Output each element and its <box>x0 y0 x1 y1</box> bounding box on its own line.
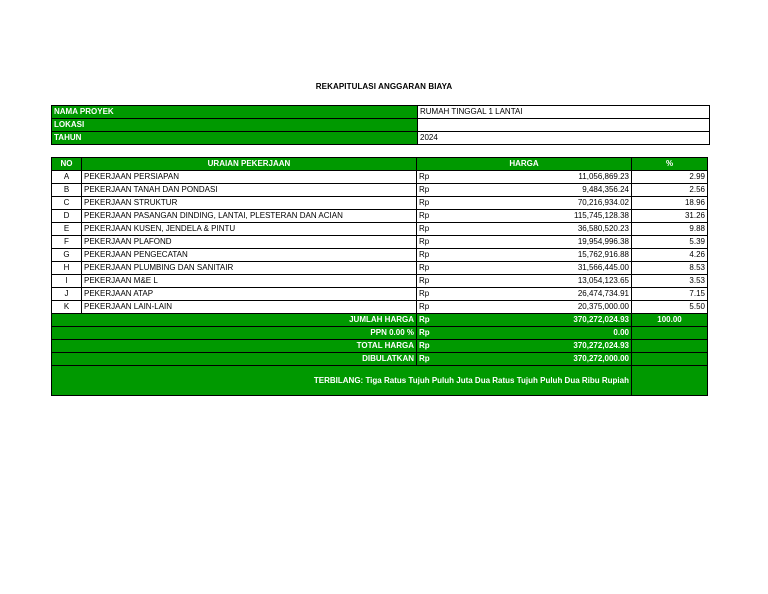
row-percent[interactable]: 18.96 <box>632 197 708 210</box>
row-percent[interactable]: 9.88 <box>632 223 708 236</box>
row-no[interactable]: E <box>52 223 82 236</box>
table-row <box>52 249 708 262</box>
budget-table <box>51 157 708 396</box>
summary-percent <box>632 353 708 366</box>
row-currency[interactable]: Rp <box>417 236 429 249</box>
row-percent[interactable]: 2.56 <box>632 184 708 197</box>
row-harga[interactable]: 11,056,869.23 <box>429 171 632 184</box>
project-info-table <box>51 105 710 145</box>
row-no[interactable]: C <box>52 197 82 210</box>
row-currency[interactable]: Rp <box>417 210 429 223</box>
row-uraian[interactable]: PEKERJAAN STRUKTUR <box>82 197 417 210</box>
row-harga[interactable]: 9,484,356.24 <box>429 184 632 197</box>
summary-label: DIBULATKAN <box>52 353 417 366</box>
summary-label: JUMLAH HARGA <box>52 314 417 327</box>
row-currency[interactable]: Rp <box>417 301 429 314</box>
row-uraian[interactable]: PEKERJAAN KUSEN, JENDELA & PINTU <box>82 223 417 236</box>
table-row <box>52 288 708 301</box>
row-uraian[interactable]: PEKERJAAN TANAH DAN PONDASI <box>82 184 417 197</box>
summary-label: TOTAL HARGA <box>52 340 417 353</box>
summary-label: PPN 0.00 % <box>52 327 417 340</box>
table-row <box>52 301 708 314</box>
table-row <box>52 223 708 236</box>
row-currency[interactable]: Rp <box>417 288 429 301</box>
info-label: LOKASI <box>52 119 418 132</box>
info-value[interactable] <box>418 119 710 132</box>
row-uraian[interactable]: PEKERJAAN PLUMBING DAN SANITAIR <box>82 262 417 275</box>
summary-value[interactable]: 370,272,000.00 <box>429 353 632 366</box>
row-harga[interactable]: 20,375,000.00 <box>429 301 632 314</box>
row-uraian[interactable]: PEKERJAAN M&E L <box>82 275 417 288</box>
summary-row <box>52 314 708 327</box>
summary-percent: 100.00 <box>632 314 708 327</box>
row-uraian[interactable]: PEKERJAAN ATAP <box>82 288 417 301</box>
row-currency[interactable]: Rp <box>417 223 429 236</box>
table-row <box>52 184 708 197</box>
row-uraian[interactable]: PEKERJAAN PERSIAPAN <box>82 171 417 184</box>
summary-percent <box>632 327 708 340</box>
row-currency[interactable]: Rp <box>417 171 429 184</box>
row-harga[interactable]: 115,745,128.38 <box>429 210 632 223</box>
row-percent[interactable]: 2.99 <box>632 171 708 184</box>
info-label: TAHUN <box>52 132 418 145</box>
row-harga[interactable]: 13,054,123.65 <box>429 275 632 288</box>
summary-currency: Rp <box>417 314 429 327</box>
row-percent[interactable]: 8.53 <box>632 262 708 275</box>
summary-currency: Rp <box>417 327 429 340</box>
info-label: NAMA PROYEK <box>52 106 418 119</box>
table-row <box>52 275 708 288</box>
row-uraian[interactable]: PEKERJAAN PASANGAN DINDING, LANTAI, PLESTERAN DAN ACIAN <box>82 210 417 223</box>
info-value[interactable]: 2024 <box>418 132 710 145</box>
table-row <box>52 171 708 184</box>
info-row <box>52 106 710 119</box>
row-harga[interactable]: 26,474,734.91 <box>429 288 632 301</box>
document-title: REKAPITULASI ANGGARAN BIAYA <box>315 82 453 91</box>
header-harga: HARGA <box>417 158 632 171</box>
row-uraian[interactable]: PEKERJAAN PLAFOND <box>82 236 417 249</box>
row-currency[interactable]: Rp <box>417 249 429 262</box>
row-no[interactable]: H <box>52 262 82 275</box>
summary-percent <box>632 340 708 353</box>
row-uraian[interactable]: PEKERJAAN LAIN-LAIN <box>82 301 417 314</box>
row-no[interactable]: K <box>52 301 82 314</box>
row-percent[interactable]: 5.50 <box>632 301 708 314</box>
row-no[interactable]: J <box>52 288 82 301</box>
row-harga[interactable]: 70,216,934.02 <box>429 197 632 210</box>
row-percent[interactable]: 4.26 <box>632 249 708 262</box>
row-percent[interactable]: 7.15 <box>632 288 708 301</box>
row-no[interactable]: B <box>52 184 82 197</box>
row-no[interactable]: G <box>52 249 82 262</box>
header-uraian: URAIAN PEKERJAAN <box>82 158 417 171</box>
summary-value[interactable]: 0.00 <box>429 327 632 340</box>
info-row <box>52 119 710 132</box>
summary-value[interactable]: 370,272,024.93 <box>429 340 632 353</box>
table-row <box>52 262 708 275</box>
summary-row <box>52 327 708 340</box>
row-percent[interactable]: 5.39 <box>632 236 708 249</box>
summary-value[interactable]: 370,272,024.93 <box>429 314 632 327</box>
row-currency[interactable]: Rp <box>417 197 429 210</box>
header-percent: % <box>632 158 708 171</box>
row-harga[interactable]: 31,566,445.00 <box>429 262 632 275</box>
row-currency[interactable]: Rp <box>417 262 429 275</box>
row-percent[interactable]: 31.26 <box>632 210 708 223</box>
row-currency[interactable]: Rp <box>417 184 429 197</box>
row-harga[interactable]: 19,954,996.38 <box>429 236 632 249</box>
table-row <box>52 197 708 210</box>
row-percent[interactable]: 3.53 <box>632 275 708 288</box>
row-currency[interactable]: Rp <box>417 275 429 288</box>
terbilang-row <box>52 366 708 396</box>
table-row <box>52 210 708 223</box>
row-no[interactable]: D <box>52 210 82 223</box>
row-no[interactable]: A <box>52 171 82 184</box>
row-no[interactable]: I <box>52 275 82 288</box>
terbilang-blank <box>632 366 708 396</box>
summary-row <box>52 353 708 366</box>
row-no[interactable]: F <box>52 236 82 249</box>
row-harga[interactable]: 15,762,916.88 <box>429 249 632 262</box>
info-row <box>52 132 710 145</box>
row-uraian[interactable]: PEKERJAAN PENGECATAN <box>82 249 417 262</box>
table-header-row <box>52 158 708 171</box>
header-no: NO <box>52 158 82 171</box>
table-row <box>52 236 708 249</box>
summary-currency: Rp <box>417 353 429 366</box>
terbilang-text: TERBILANG: Tiga Ratus Tujuh Puluh Juta Dua Ratus Tujuh Puluh Dua Ribu Rupiah <box>52 366 632 396</box>
row-harga[interactable]: 36,580,520.23 <box>429 223 632 236</box>
info-value[interactable]: RUMAH TINGGAL 1 LANTAI <box>418 106 710 119</box>
summary-row <box>52 340 708 353</box>
summary-currency: Rp <box>417 340 429 353</box>
